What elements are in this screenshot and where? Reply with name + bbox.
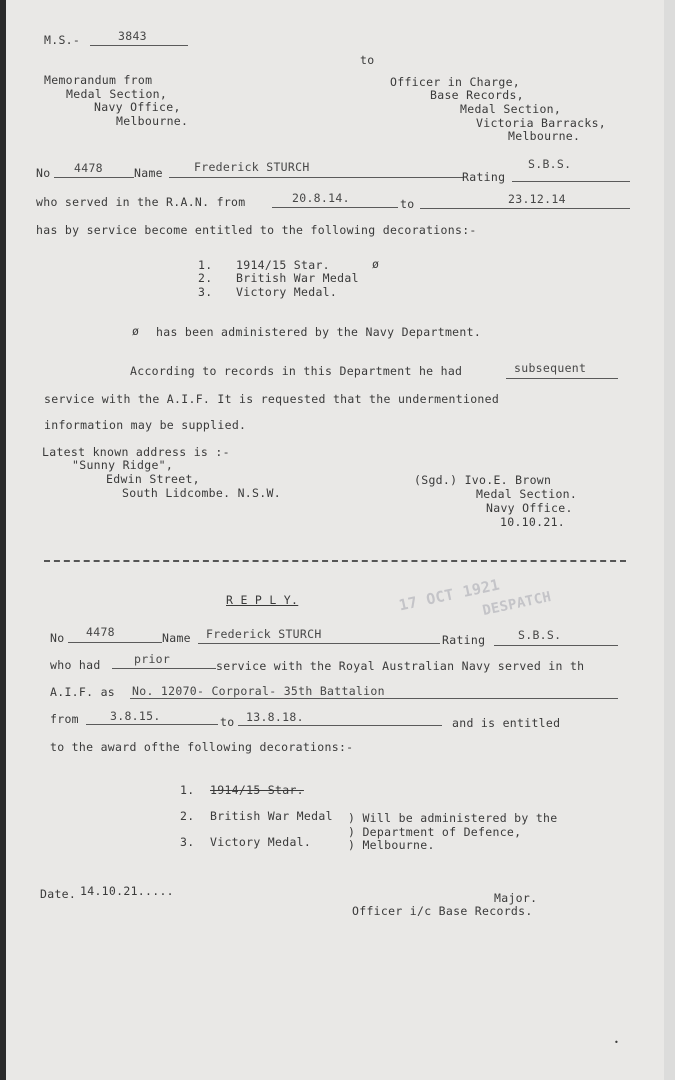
- ms-number: 3843: [118, 29, 147, 43]
- to-line-5: Melbourne.: [508, 129, 581, 143]
- address-label: Latest known address is :-: [42, 445, 230, 459]
- decoration-num-3: 3.: [198, 285, 213, 299]
- page-edge: [664, 0, 675, 1080]
- admin-mark: ø: [132, 324, 140, 338]
- received-date-stamp: 17 OCT 1921: [397, 575, 502, 615]
- service-line: service with the A.I.F. It is requested that the undermentioned: [44, 392, 500, 406]
- served-to-label: to: [400, 197, 415, 211]
- reply-decoration-num-1: 1.: [180, 783, 195, 797]
- reply-no-value: 4478: [86, 625, 115, 639]
- to-line-2: Base Records,: [430, 88, 524, 102]
- reply-had-label: who had: [50, 658, 101, 672]
- despatch-stamp: DESPATCH: [481, 588, 553, 620]
- from-line-2: Medal Section,: [66, 87, 168, 101]
- reply-aif-label: A.I.F. as: [50, 685, 116, 699]
- reply-decoration-num-2: 2.: [180, 809, 195, 823]
- records-underline: [506, 378, 618, 379]
- reply-date-value: 14.10.21.....: [80, 884, 174, 898]
- reply-from-label: from: [50, 712, 79, 726]
- name-label: Name: [134, 166, 163, 180]
- name-value: Frederick STURCH: [194, 160, 310, 174]
- decoration-label-2: British War Medal: [236, 271, 359, 285]
- reply-rating-value: S.B.S.: [518, 628, 562, 642]
- decoration-label-3: Victory Medal.: [236, 285, 338, 299]
- reply-award-text: to the award ofthe following decorations:-: [50, 740, 354, 754]
- reply-name-label: Name: [162, 631, 191, 645]
- reply-decoration-label-2: British War Medal: [210, 809, 333, 823]
- name-underline: [169, 177, 464, 178]
- from-line-1: Memorandum from: [44, 73, 153, 87]
- served-text: who served in the R.A.N. from: [36, 195, 246, 209]
- served-from-underline: [272, 207, 398, 208]
- document-page: [6, 0, 664, 1080]
- reply-to-date: 13.8.18.: [246, 710, 304, 724]
- entitled-text: has by service become entitled to the following decorations:-: [36, 223, 477, 237]
- no-value: 4478: [74, 161, 103, 175]
- ms-underline: [90, 45, 188, 46]
- decoration-num-2: 2.: [198, 271, 213, 285]
- reply-from-date: 3.8.15.: [110, 709, 161, 723]
- reply-to-label: to: [220, 715, 235, 729]
- rating-value: S.B.S.: [528, 157, 572, 171]
- info-line: information may be supplied.: [44, 418, 247, 432]
- address-line-1: "Sunny Ridge",: [72, 458, 174, 472]
- reply-aif-underline: [130, 698, 618, 699]
- reply-entitled-text: and is entitled: [452, 716, 561, 730]
- reply-rating-label: Rating: [442, 633, 486, 647]
- admin-line-2: ) Department of Defence,: [348, 825, 522, 839]
- decoration-label-1: 1914/15 Star.: [236, 258, 330, 272]
- reply-rating-underline: [494, 645, 618, 646]
- reply-decoration-label-1: 1914/15 Star.: [210, 783, 304, 797]
- reply-had-underline: [112, 668, 216, 669]
- no-label: No: [36, 166, 51, 180]
- officer-rank: Major.: [494, 891, 538, 905]
- decoration-num-1: 1.: [198, 258, 213, 272]
- records-text: According to records in this Department he had: [130, 364, 463, 378]
- to-line-4: Victoria Barracks,: [476, 116, 607, 130]
- admin-line-3: ) Melbourne.: [348, 838, 435, 852]
- ms-label: M.S.-: [44, 33, 81, 47]
- admin-line-1: ) Will be administered by the: [348, 811, 558, 825]
- signature-line-3: Navy Office.: [486, 501, 573, 515]
- signature-line-4: 10.10.21.: [500, 515, 566, 529]
- reply-decoration-label-3: Victory Medal.: [210, 835, 312, 849]
- served-to-date: 23.12.14: [508, 192, 566, 206]
- ink-dot: •: [614, 1038, 620, 1047]
- signature-line-2: Medal Section.: [476, 487, 578, 501]
- rating-underline: [512, 181, 630, 182]
- reply-service-text: service with the Royal Australian Navy served in th: [216, 659, 585, 673]
- served-to-underline: [420, 208, 630, 209]
- reply-name-underline: [198, 643, 440, 644]
- section-divider: [44, 560, 626, 562]
- address-line-3: South Lidcombe. N.S.W.: [122, 486, 281, 500]
- rating-label: Rating: [462, 170, 506, 184]
- address-line-2: Edwin Street,: [106, 472, 200, 486]
- reply-date-label: Date.: [40, 887, 77, 901]
- reply-aif-value: No. 12070- Corporal- 35th Battalion: [132, 684, 385, 698]
- reply-from-underline: [86, 724, 218, 725]
- reply-name-value: Frederick STURCH: [206, 627, 322, 641]
- reply-had-value: prior: [134, 652, 171, 666]
- reply-no-label: No: [50, 631, 65, 645]
- officer-title: Officer i/c Base Records.: [352, 904, 533, 918]
- reply-decoration-num-3: 3.: [180, 835, 195, 849]
- reply-to-underline: [238, 725, 442, 726]
- served-from-date: 20.8.14.: [292, 191, 350, 205]
- decoration-mark-1: ø: [372, 257, 380, 271]
- to-label: to: [360, 53, 375, 67]
- from-line-3: Navy Office,: [94, 100, 181, 114]
- reply-no-underline: [68, 642, 162, 643]
- admin-note: has been administered by the Navy Department.: [156, 325, 482, 339]
- from-line-4: Melbourne.: [116, 114, 189, 128]
- reply-heading: R E P L Y.: [226, 593, 299, 607]
- records-value: subsequent: [514, 361, 587, 375]
- no-underline: [54, 177, 134, 178]
- to-line-1: Officer in Charge,: [390, 75, 521, 89]
- to-line-3: Medal Section,: [460, 102, 562, 116]
- signature-line-1: (Sgd.) Ivo.E. Brown: [414, 473, 552, 487]
